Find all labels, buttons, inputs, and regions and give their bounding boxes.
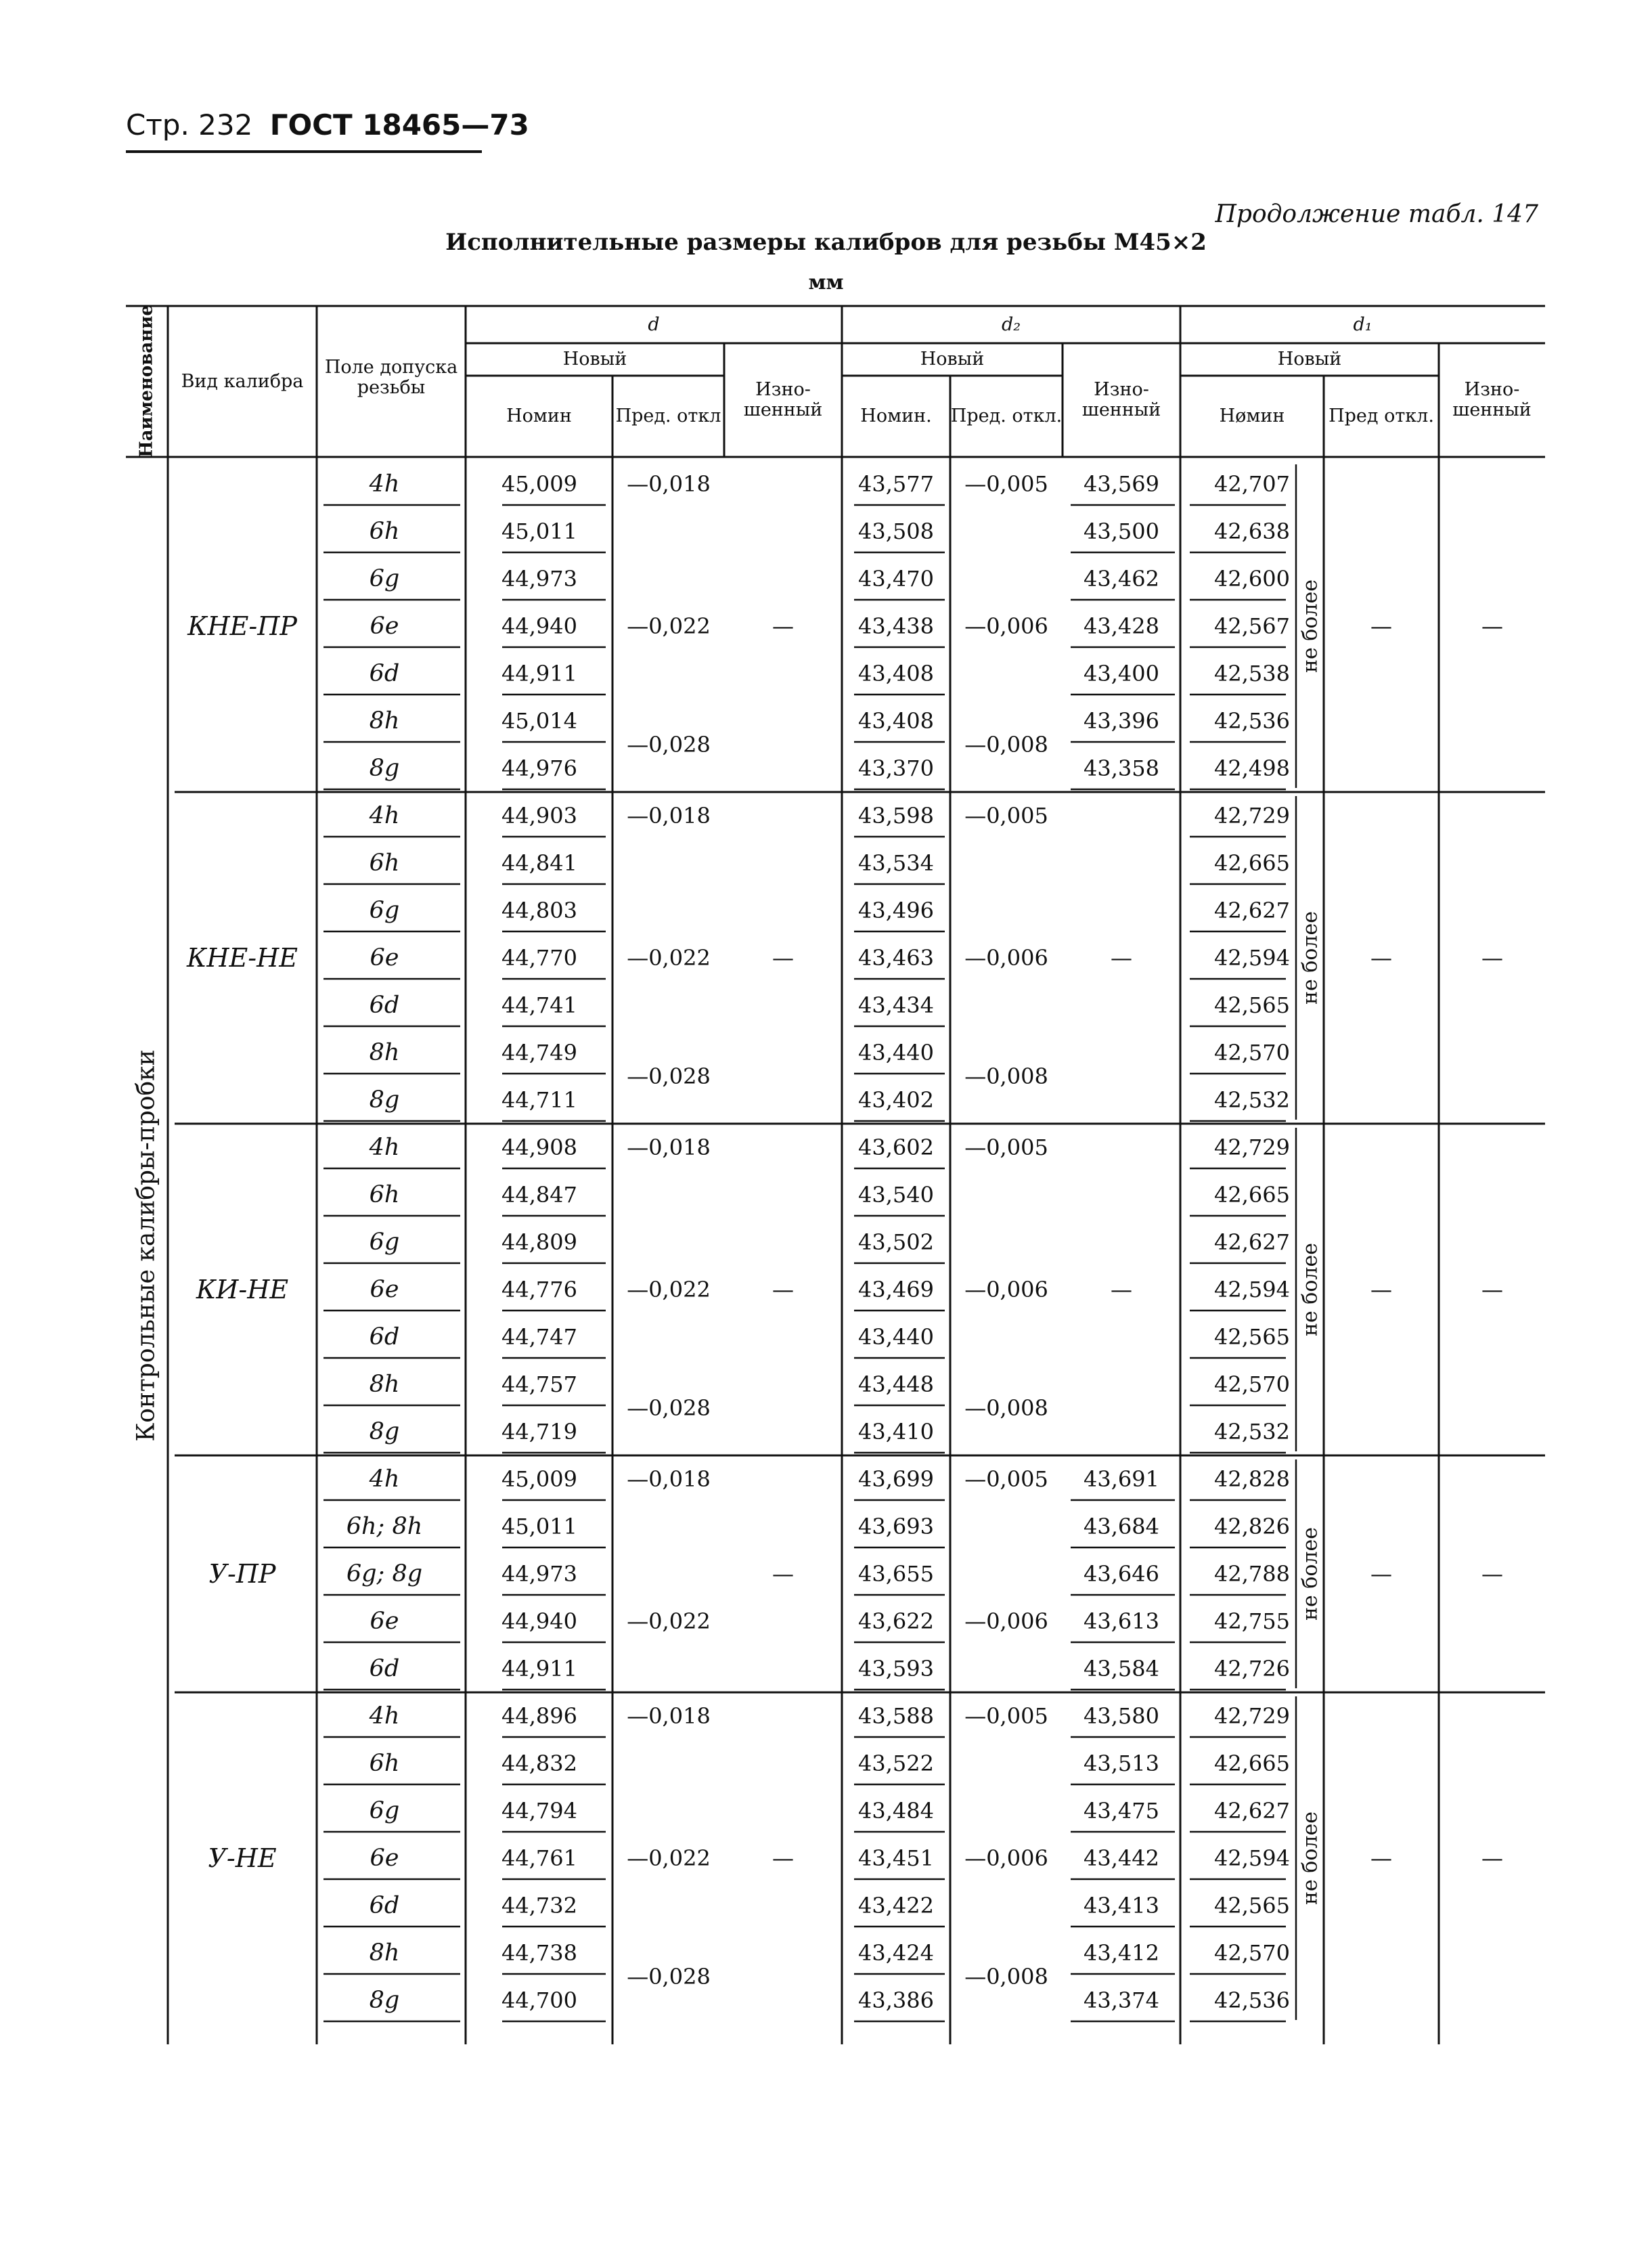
thread-tolerance: 6g xyxy=(369,1229,400,1256)
thread-tolerance: 6g; 8g xyxy=(346,1560,423,1587)
d2-nominal: 43,508 xyxy=(858,519,934,544)
d2-nominal: 43,422 xyxy=(858,1893,934,1918)
d2-worn: 43,413 xyxy=(1084,1893,1159,1918)
table-title: Исполнительные размеры калибров для резьбы М45×2 xyxy=(445,229,1207,256)
d2-nominal: 43,402 xyxy=(858,1087,934,1113)
gauge-type-label: КИ-НЕ xyxy=(196,1275,289,1304)
d2-worn: 43,569 xyxy=(1084,471,1159,497)
col-header-d-deviation: Пред. откл xyxy=(615,405,721,427)
d1-nominal: 42,755 xyxy=(1214,1608,1290,1634)
thread-tolerance: 6e xyxy=(370,613,399,640)
d-nominal: 44,738 xyxy=(501,1940,577,1966)
col-header-d-new: Новый xyxy=(562,349,627,370)
not-more-label: не более xyxy=(1298,911,1322,1005)
thread-tolerance: 8g xyxy=(369,755,400,782)
d1-worn-dash: — xyxy=(1481,1845,1503,1871)
d2-nominal: 43,540 xyxy=(858,1182,934,1208)
d1-nominal: 42,594 xyxy=(1214,1845,1290,1871)
d-nominal: 44,973 xyxy=(501,1561,577,1587)
d1-nominal: 42,570 xyxy=(1214,1040,1290,1065)
d2-nominal: 43,440 xyxy=(858,1040,934,1065)
d2-nominal: 43,410 xyxy=(858,1419,934,1445)
d2-worn: 43,475 xyxy=(1084,1798,1159,1824)
d1-nominal: 42,707 xyxy=(1214,471,1290,497)
d-deviation: —0,028 xyxy=(627,1063,711,1089)
d2-worn: 43,396 xyxy=(1084,708,1159,734)
not-more-label: не более xyxy=(1298,579,1322,673)
d2-deviation: —0,008 xyxy=(964,1063,1048,1089)
d2-deviation: —0,005 xyxy=(964,803,1048,829)
thread-tolerance: 6h; 8h xyxy=(346,1513,423,1540)
thread-tolerance: 4h xyxy=(369,1466,400,1493)
d2-nominal: 43,408 xyxy=(858,708,934,734)
col-header-d2-deviation: Пред. откл. xyxy=(950,405,1063,427)
col-header-d2-new: Новый xyxy=(920,349,985,370)
d2-nominal: 43,655 xyxy=(858,1561,934,1587)
thread-tolerance: 6d xyxy=(369,1655,400,1682)
d1-worn-dash: — xyxy=(1481,1277,1503,1302)
d1-nominal: 42,538 xyxy=(1214,661,1290,686)
page-number: Стр. 232 xyxy=(126,108,253,141)
d1-nominal: 42,536 xyxy=(1214,1987,1290,2013)
d-nominal: 44,741 xyxy=(501,992,577,1018)
d2-worn-dash: — xyxy=(1111,945,1132,971)
thread-tolerance: 4h xyxy=(369,470,400,498)
d-nominal: 44,757 xyxy=(501,1371,577,1397)
thread-tolerance: 6g xyxy=(369,565,400,592)
thread-tolerance: 6h xyxy=(369,850,400,877)
d-nominal: 45,014 xyxy=(501,708,577,734)
d1-nominal: 42,729 xyxy=(1214,1135,1290,1160)
d-deviation: —0,022 xyxy=(627,945,711,971)
d-deviation: —0,018 xyxy=(627,1466,711,1492)
d2-worn: 43,412 xyxy=(1084,1940,1159,1966)
d-deviation: —0,018 xyxy=(627,471,711,497)
col-header-d1-deviation: Пред откл. xyxy=(1329,405,1434,427)
d-worn-dash: — xyxy=(772,613,794,639)
d2-worn: 43,400 xyxy=(1084,661,1159,686)
d2-deviation: —0,008 xyxy=(964,732,1048,757)
d-worn-dash: — xyxy=(772,1561,794,1587)
d2-worn: 43,374 xyxy=(1084,1987,1159,2013)
d2-nominal: 43,577 xyxy=(858,471,934,497)
d2-worn-dash: — xyxy=(1111,1277,1132,1302)
d2-nominal: 43,496 xyxy=(858,898,934,923)
d2-deviation: —0,005 xyxy=(964,1135,1048,1160)
d2-nominal: 43,602 xyxy=(858,1135,934,1160)
d-nominal: 45,011 xyxy=(501,519,577,544)
d2-deviation: —0,008 xyxy=(964,1395,1048,1421)
d2-nominal: 43,463 xyxy=(858,945,934,971)
d-nominal: 44,711 xyxy=(501,1087,577,1113)
d2-nominal: 43,593 xyxy=(858,1656,934,1682)
d-deviation: —0,022 xyxy=(627,613,711,639)
d1-nominal: 42,570 xyxy=(1214,1940,1290,1966)
d2-nominal: 43,598 xyxy=(858,803,934,829)
thread-tolerance: 6e xyxy=(370,1845,399,1872)
d2-nominal: 43,693 xyxy=(858,1514,934,1539)
col-header-d2-nominal: Номин. xyxy=(860,405,932,427)
d2-nominal: 43,588 xyxy=(858,1703,934,1729)
d1-nominal: 42,536 xyxy=(1214,708,1290,734)
thread-tolerance: 4h xyxy=(369,1134,400,1161)
d-nominal: 44,903 xyxy=(501,803,577,829)
d1-worn-dash: — xyxy=(1481,945,1503,971)
d1-nominal: 42,565 xyxy=(1214,992,1290,1018)
d-nominal: 44,973 xyxy=(501,566,577,592)
d1-nominal: 42,729 xyxy=(1214,1703,1290,1729)
d1-nominal: 42,567 xyxy=(1214,613,1290,639)
d-nominal: 44,747 xyxy=(501,1324,577,1350)
d-nominal: 44,776 xyxy=(501,1277,577,1302)
not-more-label: не более xyxy=(1298,1243,1322,1336)
d-deviation: —0,022 xyxy=(627,1845,711,1871)
thread-tolerance: 6h xyxy=(369,1750,400,1777)
d1-nominal: 42,565 xyxy=(1214,1324,1290,1350)
d-nominal: 45,009 xyxy=(501,1466,577,1492)
d-nominal: 44,911 xyxy=(501,1656,577,1682)
d1-nominal: 42,726 xyxy=(1214,1656,1290,1682)
d2-deviation: —0,006 xyxy=(964,1277,1048,1302)
thread-tolerance: 8h xyxy=(369,707,400,734)
d2-deviation: —0,008 xyxy=(964,1964,1048,1990)
col-header-d2-worn: Изно-шенный xyxy=(1081,379,1161,420)
d2-worn: 43,684 xyxy=(1084,1514,1159,1539)
d2-worn: 43,580 xyxy=(1084,1703,1159,1729)
d2-nominal: 43,370 xyxy=(858,755,934,781)
d-deviation: —0,022 xyxy=(627,1277,711,1302)
d2-worn: 43,358 xyxy=(1084,755,1159,781)
thread-tolerance: 6g xyxy=(369,897,400,924)
thread-tolerance: 8h xyxy=(369,1939,400,1966)
d1-deviation-dash: — xyxy=(1370,1845,1392,1871)
d1-nominal: 42,665 xyxy=(1214,1182,1290,1208)
gauge-type-label: КНЕ-НЕ xyxy=(186,943,298,973)
d1-deviation-dash: — xyxy=(1370,1277,1392,1302)
d2-worn: 43,513 xyxy=(1084,1751,1159,1776)
gauge-type-label: КНЕ-ПР xyxy=(187,611,297,641)
thread-tolerance: 8g xyxy=(369,1987,400,2014)
d1-nominal: 42,594 xyxy=(1214,1277,1290,1302)
d1-nominal: 42,627 xyxy=(1214,1229,1290,1255)
thread-tolerance: 8h xyxy=(369,1039,400,1066)
thread-tolerance: 6d xyxy=(369,1892,400,1919)
d2-nominal: 43,469 xyxy=(858,1277,934,1302)
d1-nominal: 42,665 xyxy=(1214,850,1290,876)
d-deviation: —0,018 xyxy=(627,1703,711,1729)
d-nominal: 44,719 xyxy=(501,1419,577,1445)
d1-worn-dash: — xyxy=(1481,1561,1503,1587)
d1-nominal: 42,594 xyxy=(1214,945,1290,971)
d2-nominal: 43,534 xyxy=(858,850,934,876)
d-nominal: 44,847 xyxy=(501,1182,577,1208)
gauge-type-label: У-ПР xyxy=(208,1559,276,1589)
d-nominal: 44,911 xyxy=(501,661,577,686)
d-nominal: 44,770 xyxy=(501,945,577,971)
d2-nominal: 43,622 xyxy=(858,1608,934,1634)
thread-tolerance: 6d xyxy=(369,992,400,1019)
d-nominal: 44,841 xyxy=(501,850,577,876)
col-header-d1: d₁ xyxy=(1353,313,1372,335)
d-nominal: 44,976 xyxy=(501,755,577,781)
col-header-d-nominal: Номин xyxy=(506,405,572,427)
d-nominal: 44,794 xyxy=(501,1798,577,1824)
d-nominal: 44,940 xyxy=(501,1608,577,1634)
d2-deviation: —0,006 xyxy=(964,1845,1048,1871)
col-header-d1-nominal: Нøмин xyxy=(1219,405,1285,427)
not-more-label: не более xyxy=(1298,1811,1322,1905)
d2-nominal: 43,438 xyxy=(858,613,934,639)
d1-worn-dash: — xyxy=(1481,613,1503,639)
thread-tolerance: 8h xyxy=(369,1371,400,1398)
not-more-label: не более xyxy=(1298,1527,1322,1621)
d2-nominal: 43,470 xyxy=(858,566,934,592)
d2-nominal: 43,484 xyxy=(858,1798,934,1824)
d2-deviation: —0,006 xyxy=(964,613,1048,639)
thread-tolerance: 4h xyxy=(369,1702,400,1730)
d-deviation: —0,028 xyxy=(627,732,711,757)
d1-nominal: 42,498 xyxy=(1214,755,1290,781)
d-deviation: —0,018 xyxy=(627,1135,711,1160)
d-nominal: 45,011 xyxy=(501,1514,577,1539)
thread-tolerance: 6h xyxy=(369,1181,400,1208)
d1-nominal: 42,627 xyxy=(1214,1798,1290,1824)
d1-deviation-dash: — xyxy=(1370,945,1392,971)
d2-worn: 43,584 xyxy=(1084,1656,1159,1682)
d2-worn: 43,500 xyxy=(1084,519,1159,544)
thread-tolerance: 8g xyxy=(369,1086,400,1114)
d-worn-dash: — xyxy=(772,1845,794,1871)
group-label: Контрольные калибры-пробки xyxy=(132,1049,160,1442)
gauge-type-label: У-НЕ xyxy=(208,1843,277,1873)
d-worn-dash: — xyxy=(772,945,794,971)
d2-worn: 43,462 xyxy=(1084,566,1159,592)
thread-tolerance: 6e xyxy=(370,1276,399,1303)
d2-worn: 43,442 xyxy=(1084,1845,1159,1871)
d1-nominal: 42,570 xyxy=(1214,1371,1290,1397)
thread-tolerance: 8g xyxy=(369,1418,400,1445)
d2-nominal: 43,502 xyxy=(858,1229,934,1255)
thread-tolerance: 6e xyxy=(370,1608,399,1635)
d1-nominal: 42,729 xyxy=(1214,803,1290,829)
d-deviation: —0,028 xyxy=(627,1395,711,1421)
d1-nominal: 42,665 xyxy=(1214,1751,1290,1776)
thread-tolerance: 4h xyxy=(369,802,400,829)
d2-deviation: —0,005 xyxy=(964,1466,1048,1492)
d-nominal: 44,832 xyxy=(501,1751,577,1776)
d2-nominal: 43,440 xyxy=(858,1324,934,1350)
d2-worn: 43,428 xyxy=(1084,613,1159,639)
d-nominal: 44,749 xyxy=(501,1040,577,1065)
d-nominal: 44,908 xyxy=(501,1135,577,1160)
col-header-d1-new: Новый xyxy=(1277,349,1342,370)
col-header-gauge-type: Вид калибра xyxy=(181,370,304,392)
d1-deviation-dash: — xyxy=(1370,613,1392,639)
d2-worn: 43,613 xyxy=(1084,1608,1159,1634)
d-nominal: 44,809 xyxy=(501,1229,577,1255)
thread-tolerance: 6g xyxy=(369,1797,400,1824)
d2-nominal: 43,424 xyxy=(858,1940,934,1966)
d-worn-dash: — xyxy=(772,1277,794,1302)
thread-tolerance: 6d xyxy=(369,1323,400,1350)
col-header-d1-worn: Изно-шенный xyxy=(1452,379,1532,420)
d-nominal: 44,761 xyxy=(501,1845,577,1871)
d-nominal: 44,896 xyxy=(501,1703,577,1729)
continuation-note: Продолжение табл. 147 xyxy=(1215,200,1538,228)
col-header-d: d xyxy=(648,313,660,335)
d2-deviation: —0,006 xyxy=(964,1608,1048,1634)
d1-deviation-dash: — xyxy=(1370,1561,1392,1587)
d1-nominal: 42,638 xyxy=(1214,519,1290,544)
d1-nominal: 42,532 xyxy=(1214,1419,1290,1445)
d1-nominal: 42,565 xyxy=(1214,1893,1290,1918)
standard-code: ГОСТ 18465—73 xyxy=(269,108,529,141)
d-nominal: 44,732 xyxy=(501,1893,577,1918)
d-nominal: 44,803 xyxy=(501,898,577,923)
d2-worn: 43,646 xyxy=(1084,1561,1159,1587)
thread-tolerance: 6e xyxy=(370,944,399,971)
d2-nominal: 43,699 xyxy=(858,1466,934,1492)
d-deviation: —0,018 xyxy=(627,803,711,829)
d2-deviation: —0,006 xyxy=(964,945,1048,971)
d-deviation: —0,022 xyxy=(627,1608,711,1634)
d1-nominal: 42,826 xyxy=(1214,1514,1290,1539)
d-deviation: —0,028 xyxy=(627,1964,711,1990)
d1-nominal: 42,828 xyxy=(1214,1466,1290,1492)
col-header-d2: d₂ xyxy=(1001,313,1021,335)
d1-nominal: 42,532 xyxy=(1214,1087,1290,1113)
d2-nominal: 43,448 xyxy=(858,1371,934,1397)
thread-tolerance: 6d xyxy=(369,660,400,687)
d2-nominal: 43,522 xyxy=(858,1751,934,1776)
d-nominal: 45,009 xyxy=(501,471,577,497)
d2-deviation: —0,005 xyxy=(964,1703,1048,1729)
d-nominal: 44,700 xyxy=(501,1987,577,2013)
d1-nominal: 42,788 xyxy=(1214,1561,1290,1587)
d-nominal: 44,940 xyxy=(501,613,577,639)
col-header-thread-tolerance: Поле допуска резьбы xyxy=(324,357,458,398)
d1-nominal: 42,600 xyxy=(1214,566,1290,592)
d2-worn: 43,691 xyxy=(1084,1466,1159,1492)
d2-deviation: —0,005 xyxy=(964,471,1048,497)
d1-nominal: 42,627 xyxy=(1214,898,1290,923)
units-label: мм xyxy=(808,271,844,294)
d2-nominal: 43,434 xyxy=(858,992,934,1018)
col-header-name: Наименование xyxy=(136,305,157,458)
thread-tolerance: 6h xyxy=(369,518,400,545)
d2-nominal: 43,386 xyxy=(858,1987,934,2013)
d2-nominal: 43,408 xyxy=(858,661,934,686)
d2-nominal: 43,451 xyxy=(858,1845,934,1871)
col-header-d-worn: Изно-шенный xyxy=(743,379,823,420)
